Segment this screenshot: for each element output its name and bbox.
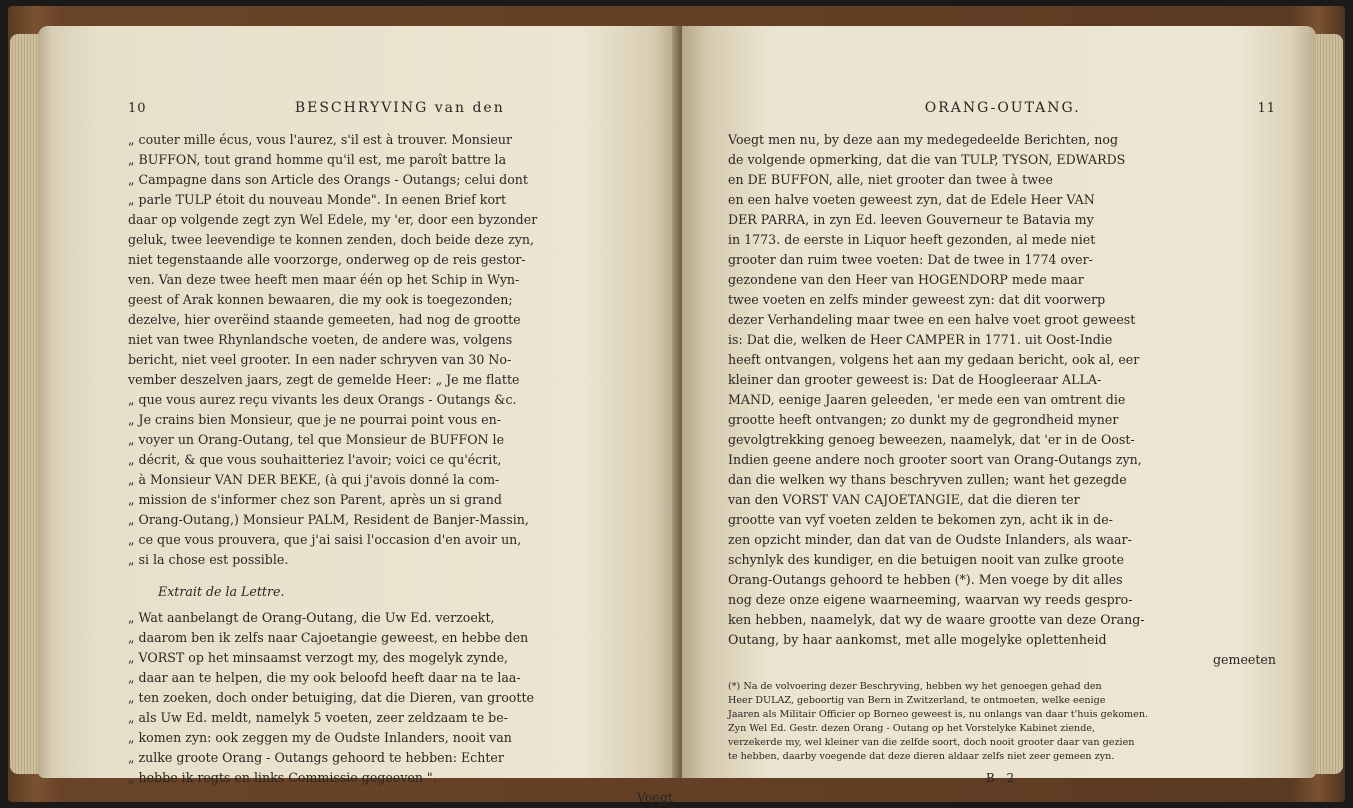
text-line: „ que vous aurez reçu vivants les deux Orangs - Outangs &c. (128, 392, 517, 407)
left-page (38, 26, 678, 805)
text-line: gezondene van den Heer van HOGENDORP mede maar (728, 272, 1084, 287)
text-line: ven. Van deze twee heeft men maar één op het Schip in Wyn- (128, 272, 520, 287)
text-line: „ daarom ben ik zelfs naar Cajoetangie geweest, en hebbe den (128, 630, 529, 645)
text-line: Indien geene andere noch grooter soort van Orang-Outangs zyn, (728, 452, 1142, 467)
text-line: „ ten zoeken, doch onder betuiging, dat die Dieren, van grootte (128, 690, 534, 705)
text-line: niet van twee Rhynlandsche voeten, de andere was, volgens (128, 332, 513, 347)
text-line: „ Je crains bien Monsieur, que je ne pourrai point vous en- (128, 412, 501, 427)
text-line: geest of Arak konnen bewaaren, die my ook is toegezonden; (128, 292, 513, 307)
text-line: Outang, by haar aankomst, met alle mogelyke oplettenheid (728, 632, 1107, 647)
left-header (128, 98, 673, 122)
text-line: en een halve voeten geweest zyn, dat de Edele Heer VAN (728, 192, 1095, 207)
text-line: MAND, eenige Jaaren geleeden, 'er mede een van omtrent die (728, 392, 1126, 407)
text-line: „ voyer un Orang-Outang, tel que Monsieur de BUFFON le (128, 432, 505, 447)
text-line: daar op volgende zegt zyn Wel Edele, my 'er, door een byzonder (128, 212, 538, 227)
text-line: „ Campagne dans son Article des Orangs - Outangs; celui dont (128, 172, 528, 187)
text-line: „ mission de s'informer chez son Parent, après un si grand (128, 492, 502, 507)
text-line: gevolgtrekking genoeg beweezen, naamelyk, dat 'er in de Oost- (728, 432, 1135, 447)
text-line: is: Dat die, welken de Heer CAMPER in 1771. uit Oost-Indie (728, 332, 1113, 347)
text-line: „ komen zyn: ook zeggen my de Oudste Inlanders, nooit van (128, 730, 512, 745)
text-line: „ couter mille écus, vous l'aurez, s'il est à trouver. Monsieur (128, 132, 512, 147)
text-line: zen opzicht minder, dan dat van de Oudste Inlanders, als waar- (728, 532, 1132, 547)
text-line: twee voeten en zelfs minder geweest zyn: dat dit voorwerp (728, 292, 1106, 307)
text-line: dezer Verhandeling maar twee en een halve voet groot geweest (728, 312, 1136, 327)
footnote-line: te hebben, daarby voegende dat deze dieren aldaar zelfs niet zeer gemeen zyn. (728, 751, 1115, 762)
footnote-line: Heer DULAZ, geboortig van Bern in Zwitzerland, te ontmoeten, welke eenige (728, 695, 1106, 706)
right-page-text (728, 98, 1276, 788)
footnote-line: Jaaren als Militair Officier op Borneo geweest is, nu onlangs van daar t'huis gekomen. (728, 709, 1149, 720)
right-running-head: ORANG-OUTANG. (924, 100, 1081, 116)
text-line: grooter dan ruim twee voeten: Dat de twee in 1774 over- (728, 252, 1093, 267)
text-line: „ ce que vous prouvera, que j'ai saisi l'occasion d'en avoir un, (128, 532, 522, 547)
text-line: „ si la chose est possible. (128, 552, 289, 567)
footnote-line: Zyn Wel Ed. Gestr. dezen Orang - Outang op het Vorstelyke Kabinet ziende, (728, 723, 1096, 734)
text-line: „ Orang-Outang,) Monsieur PALM, Resident de Banjer-Massin, (128, 512, 529, 527)
text-line: schynlyk des kundiger, en die betuigen nooit van zulke groote (728, 552, 1124, 567)
text-line: ken hebben, naamelyk, dat wy de waare grootte van deze Orang- (728, 612, 1145, 627)
left-running-head: BESCHRYVING van den (294, 100, 505, 116)
signature-mark: B 2 (985, 771, 1019, 785)
left-page-text (128, 98, 673, 808)
text-line: dezelve, hier overëind staande gemeeten, had nog de grootte (128, 312, 521, 327)
footnote-line: verzekerde my, wel kleiner van die zelfde soort, doch nooit grooter daar van gezien (728, 737, 1135, 748)
right-page (682, 26, 1316, 785)
text-line: „ Wat aanbelangt de Orang-Outang, die Uw Ed. verzoekt, (128, 610, 495, 625)
text-line: „ BUFFON, tout grand homme qu'il est, me paroît battre la (128, 152, 507, 167)
text-line: Orang-Outangs gehoord te hebben (*). Men voege by dit alles (728, 572, 1123, 587)
catchword: Voegt (636, 790, 673, 805)
text-line: niet tegenstaande alle voorzorge, onderweg op de reis gestor- (128, 252, 526, 267)
text-line: grootte van vyf voeten zelden te bekomen zyn, acht ik in de- (728, 512, 1113, 527)
right-header (728, 98, 1276, 122)
text-line: „ VORST op het minsaamst verzogt my, des mogelyk zynde, (128, 650, 509, 665)
text-line: „ à Monsieur VAN DER BEKE, (à qui j'avois donné la com- (128, 472, 500, 487)
text-line: vember deszelven jaars, zegt de gemelde Heer: „ Je me flatte (128, 372, 520, 387)
text-line: geluk, twee leevendige te konnen zenden, doch beide deze zyn, (128, 232, 534, 247)
footnote (728, 680, 1276, 764)
catchword: gemeeten (1213, 652, 1276, 667)
text-line: bericht, niet veel grooter. In een nader schryven van 30 No- (128, 352, 512, 367)
text-line: „ décrit, & que vous souhaitteriez l'avoir; voici ce qu'écrit, (128, 452, 502, 467)
open-book (8, 6, 1345, 805)
text-line: en DE BUFFON, alle, niet grooter dan twee à twee (728, 172, 1053, 187)
text-line: nog deze onze eigene waarneeming, waarvan wy reeds gespro- (728, 592, 1133, 607)
left-page-number: 10 (128, 101, 147, 116)
text-line: „ parle TULP étoit du nouveau Monde". In eenen Brief kort (128, 192, 507, 207)
text-line: heeft ontvangen, volgens het aan my gedaan bericht, ook al, eer (728, 352, 1140, 367)
text-line: kleiner dan grooter geweest is: Dat de Hoogleeraar ALLA- (728, 372, 1102, 387)
text-line: „ als Uw Ed. meldt, namelyk 5 voeten, zeer zeldzaam te be- (128, 710, 508, 725)
text-line: Voegt men nu, by deze aan my medegedeelde Berichten, nog (728, 132, 1119, 147)
text-line: „ daar aan te helpen, die my ook beloofd heeft daar na te laa- (128, 670, 521, 685)
letter-caption: Extrait de la Lettre. (158, 584, 285, 599)
text-line: grootte heeft ontvangen; zo dunkt my de gegrondheid myner (728, 412, 1119, 427)
right-page-number: 11 (1257, 101, 1276, 116)
footnote-line: (*) Na de volvoering dezer Beschryving, hebben wy het genoegen gehad den (728, 681, 1102, 692)
text-line: „ zulke groote Orang - Outangs gehoord te hebben: Echter (128, 750, 504, 765)
text-line: van den VORST VAN CAJOETANGIE, dat die dieren ter (728, 492, 1080, 507)
text-line: de volgende opmerking, dat die van TULP, TYSON, EDWARDS (728, 152, 1126, 167)
text-line: in 1773. de eerste in Liquor heeft gezonden, al mede niet (728, 232, 1096, 247)
text-line: dan die welken wy thans beschryven zullen; want het gezegde (728, 472, 1127, 487)
text-line: DER PARRA, in zyn Ed. leeven Gouverneur te Batavia my (728, 212, 1094, 227)
text-line: „ hebbe ik regts en links Commissie gegeeven ". (128, 770, 437, 785)
